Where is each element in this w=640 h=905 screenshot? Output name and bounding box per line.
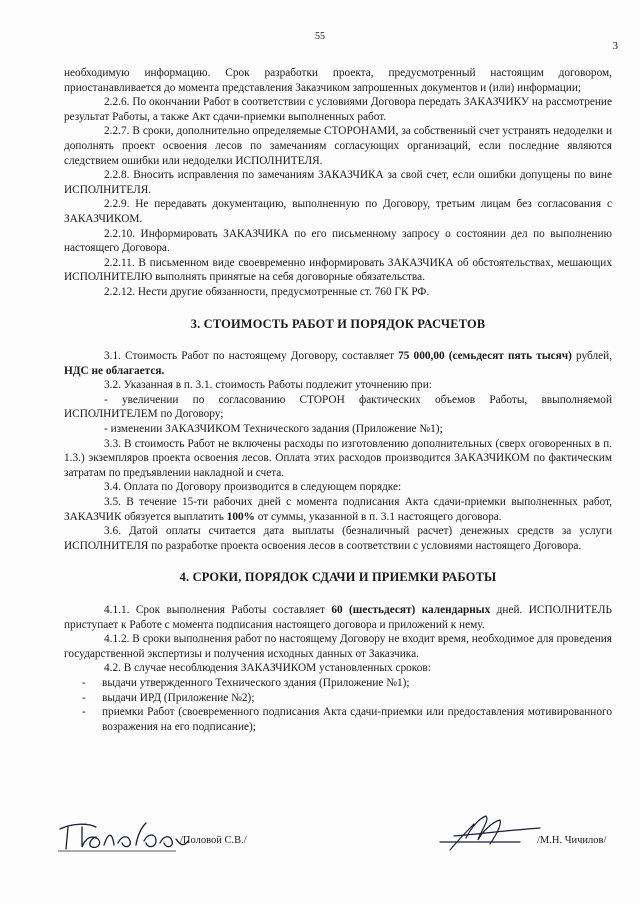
paragraph-3-2-b: - изменении ЗАКАЗЧИКОМ Технического задания (Приложение №1); — [104, 423, 443, 436]
paragraph-2-2-11: 2.2.11. В письменном виде своевременно информировать ЗАКАЗЧИКА об обстоятельствах, мешающих ИСПОЛНИТЕЛЮ выполнять принятые на себя договорные обязательства. — [64, 256, 612, 284]
paragraph-2-2-9: 2.2.9. Не передавать документацию, выполненную по Договору, третьим лицам без согласования с ЗАКАЗЧИКОМ. — [64, 198, 612, 225]
page-number-right: 3 — [612, 40, 618, 52]
paragraph-3-2-a: - увеличении по согласованию СТОРОН фактических объемов Работы, ввыполняемой ИСПОЛНИТЕЛЕМ по Договору; — [64, 393, 612, 421]
list-item — [64, 676, 612, 691]
paragraph-3-6: 3.6. Датой оплаты считается дата выплаты (безналичный расчет) денежных средств за услуги ИСПОЛНИТЕЛЯ по разработке проекта освоения лесов в соответствии с условиями настоящего Договора. — [64, 525, 612, 552]
paragraph-3-4: 3.4. Оплата по Договору производится в следующем порядке: — [104, 481, 402, 494]
paragraph-4-1-1-tail: дней. ИСПОЛНИТЕЛЬ приступает к Работе с момента подписания настоящего договора и приложений к нему. — [64, 604, 612, 631]
paragraph-4-2: 4.2. В случае несоблюдения ЗАКАЗЧИКОМ установленных сроков: — [104, 662, 431, 675]
paragraph-4-1-1-text: 4.1.1. Срок выполнения Работы составляет — [104, 604, 332, 616]
paragraph-3-2: 3.2. Указанная в п. 3.1. стоимость Работы подлежит уточнению при: — [104, 379, 432, 392]
paragraph-4-1-2: 4.1.2. В сроки выполнения работ по настоящему Договору не входит время, необходимое для проведения государственной экспертизы и получения исходных данных от Заказчика. — [64, 633, 612, 660]
paragraph-3-1-text: 3.1. Стоимость Работ по настоящему Договору, составляет — [104, 350, 399, 363]
paragraph-3-3: 3.3. В стоимость Работ не включены расходы по изготовлению дополнительных (сверх оговоренных в п. 1.3.) экземпляров проекта освоения лесов. Оплата этих расходов производится ЗАКАЗЧИКОМ по фактическим затратам по предъявлении накладной и счета. — [64, 437, 612, 479]
bullet-dash: - — [82, 706, 86, 719]
paragraph-3-1 — [64, 349, 612, 378]
list-item — [64, 691, 612, 706]
bullet-dash: - — [82, 676, 86, 689]
section-4-heading: 4. СРОКИ, ПОРЯДОК СДАЧИ И ПРИЕМКИ РАБОТЫ — [179, 570, 497, 585]
list-item-text: выдачи утвержденного Технического здания (Приложение №1); — [102, 676, 410, 689]
bullet-dash: - — [82, 691, 86, 704]
paragraph-3-5 — [64, 495, 612, 524]
paragraph-2-2-7: 2.2.7. В сроки, дополнительно определяемые СТОРОНАМИ, за собственный счет устранять недоделки и дополнять проект освоения лесов по замечаниям согласующих организаций, если последние являются следствием ошибки или недоделки ИСПОЛНИТЕЛЯ. — [64, 125, 612, 167]
section-3-heading: 3. СТОИМОСТЬ РАБОТ И ПОРЯДОК РАСЧЕТОВ — [190, 316, 486, 331]
list-item — [64, 705, 612, 734]
work-duration: 60 (шестьдесят) календарных — [331, 604, 491, 616]
paragraph-4-1-1 — [64, 603, 612, 632]
signatory-left-name: /Половой С.В./ — [180, 835, 247, 846]
payment-percent: 100% — [226, 510, 255, 523]
list-item-text: выдачи ИРД (Приложение №2); — [102, 691, 255, 704]
paragraph-2-2-10: 2.2.10. Информировать ЗАКАЗЧИКА по его письменному запросу о состоянии дел по выполнению настоящего Договора. — [64, 227, 612, 255]
document-body — [64, 66, 612, 734]
paragraph-2-2-6: 2.2.6. По окончании Работ в соответствии с условиями Договора передать ЗАКАЗЧИКУ на рассмотрение результат Работы, а также Акт сдачи-приемки выполненных работ. — [64, 96, 612, 123]
paragraph-continuation: необходимую информацию. Срок разработки проекта, предусмотренный настоящим договором, приостанавливается до момента представления Заказчиком запрошенных документов и (или) информации; — [64, 67, 612, 94]
contract-amount: 75 000,00 (семьдесят пять тысяч) — [398, 350, 572, 363]
paragraph-3-1-currency: рублей, — [571, 350, 613, 363]
paragraph-3-5-text: 3.5. В течение 15-ти рабочих дней с момента подписания Акта сдачи-приемки выполненных работ, ЗАКАЗЧИК обязуется выплатить — [64, 496, 612, 523]
list-item-text: приемки Работ (своевременного подписания Акта сдачи-приемки или предоставления мотивированного возражения на его подписание); — [102, 706, 612, 733]
vat-note: НДС не облагается. — [64, 364, 165, 377]
page-number-center: 55 — [315, 31, 325, 42]
signatory-right-name: /М.Н. Чичилов/ — [537, 835, 607, 846]
paragraph-2-2-12: 2.2.12. Нести другие обязанности, предусмотренные ст. 760 ГК РФ. — [104, 285, 430, 298]
handwritten-signature-right — [420, 808, 610, 858]
paragraph-3-5-tail: от суммы, указанной в п. 3.1 настоящего договора. — [254, 510, 502, 523]
paragraph-2-2-8: 2.2.8. Вносить исправления по замечаниям ЗАКАЗЧИКА за свой счет, если ошибки допущены по вине ИСПОЛНИТЕЛЯ. — [64, 169, 612, 196]
